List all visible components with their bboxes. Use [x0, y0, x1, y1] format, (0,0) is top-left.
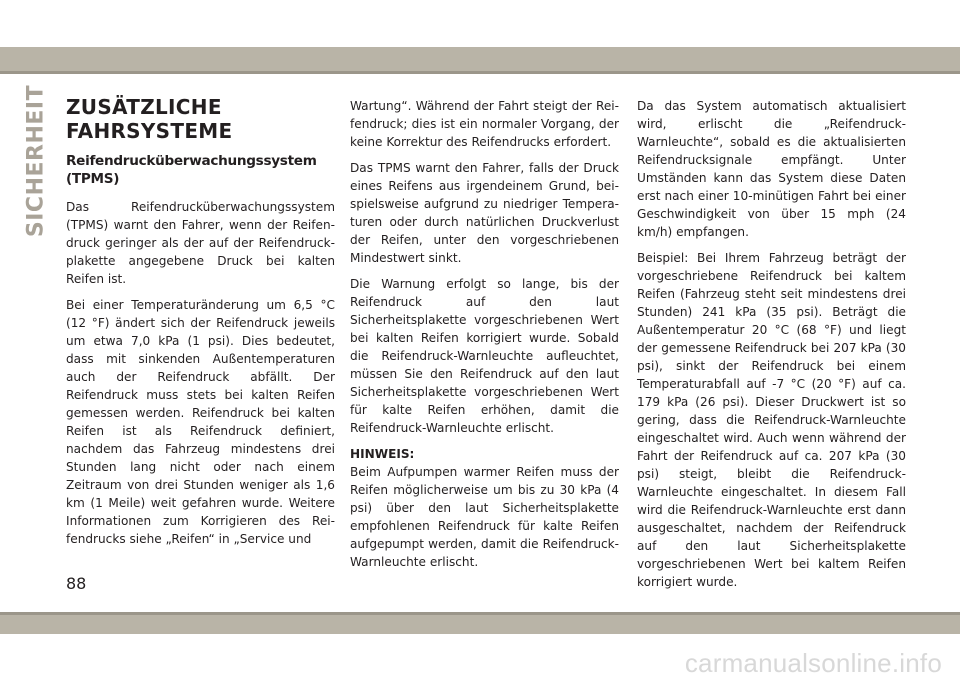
text-column-3	[637, 97, 906, 599]
paragraph: Bei einer Temperaturänderung um 6,5 °C (12 °F) ändert sich der Reifendruck jeweils um etwa 7,0 kPa (1 psi). Dies bedeutet, dass mit sinkenden Außentemperaturen auch der Reifendruck abfällt. Der Reifendruck muss stets bei kalten Reifen gemessen werden. Reifendruck bei kalten Reifen ist als Reifendruck definiert, nachdem das Fahrzeug mindestens drei Stunden lang nicht oder nach einem Zeitraum von drei Stunden weniger als 1,6 km (1 Meile) weit gefahren wurde. Weitere Informationen zum Korrigieren des Reifendrucks siehe „Reifen“ in „Service und	[66, 298, 335, 546]
section-side-tab	[22, 84, 50, 238]
note-text: Beim Aufpumpen warmer Reifen muss der Reifen möglicherweise um bis zu 30 kPa (4 psi) über den laut Sicherheitsplakette empfohlenen Reifendruck für kalte Reifen aufgepumpt werden, damit die Reifendruck-Warnleuchte erlischt.	[350, 465, 619, 569]
paragraph: Das Reifendrucküberwachungssystem (TPMS) warnt den Fahrer, wenn der Reifendruck geringer als der auf der Reifendruckplakette angegebene Druck bei kalten Reifen ist.	[66, 200, 335, 286]
note-label: HINWEIS:	[350, 447, 415, 461]
page-number: 88	[66, 574, 87, 593]
paragraph: Da das System automatisch aktualisiert wird, erlischt die „Reifendruck-Warnleuchte“, sobald es die aktualisierten Reifendrucksignale empfängt. Unter Umständen kann das System diese Daten erst nach einer 10-minütigen Fahrt bei einer Geschwindigkeit von über 15 mph (24 km/h) empfangen.	[637, 99, 906, 239]
section-side-tab-label: SICHERHEIT	[23, 84, 49, 238]
top-header-band	[0, 47, 960, 74]
paragraph: Wartung“. Während der Fahrt steigt der Reifendruck; dies ist ein normaler Vorgang, der keine Korrektur des Reifendrucks erfordert.	[350, 99, 619, 149]
paragraph: Die Warnung erfolgt so lange, bis der Reifendruck auf den laut Sicherheitsplakette vorgeschriebenen Wert bei kalten Reifen korrigiert wurde. Sobald die Reifendruck-Warnleuchte aufleuchtet, müssen Sie den Reifendruck auf den laut Sicherheitsplakette vorgeschriebenen Wert für kalte Reifen erhöhen, damit die Reifendruck-Warnleuchte erlischt.	[350, 277, 619, 435]
page-heading-line-2: FAHRSYSTEME	[66, 119, 233, 143]
paragraph: Beispiel: Bei Ihrem Fahrzeug beträgt der vorgeschriebene Reifendruck bei kaltem Reifen (Fahrzeug steht seit mindestens drei Stunden) 241 kPa (35 psi). Beträgt die Außentemperatur 20 °C (68 °F) und liegt der gemessene Reifendruck bei 207 kPa (30 psi), sinkt der Reifendruck bei einem Temperaturabfall auf -7 °C (20 °F) auf ca. 179 kPa (26 psi). Dieser Druckwert ist so gering, dass die Reifendruck-Warnleuchte eingeschaltet wird. Auch wenn während der Fahrt der Reifendruck auf ca. 207 kPa (30 psi) steigt, bleibt die Reifendruck-Warnleuchte eingeschaltet. In diesem Fall wird die Reifendruck-Warnleuchte erst dann ausgeschaltet, nachdem der Reifendruck auf den laut Sicherheitsplakette vorgeschriebenen Wert bei kaltem Reifen korrigiert wurde.	[637, 251, 906, 589]
text-column-2	[350, 97, 619, 579]
section-subheading: Reifendrucküberwachungssystem (TPMS)	[66, 153, 317, 187]
watermark-text: carmanualsonline.info	[684, 648, 942, 678]
bottom-footer-band	[0, 612, 960, 634]
text-column-1	[66, 95, 335, 556]
page-heading-line-1: ZUSÄTZLICHE	[66, 95, 222, 119]
paragraph: Das TPMS warnt den Fahrer, falls der Druck eines Reifens aus irgendeinem Grund, beispielsweise aufgrund zu niedriger Temperaturen oder durch natürlichen Druckverlust der Reifen, unter den vorgeschriebenen Mindestwert sinkt.	[350, 161, 619, 265]
page-heading	[66, 95, 335, 143]
